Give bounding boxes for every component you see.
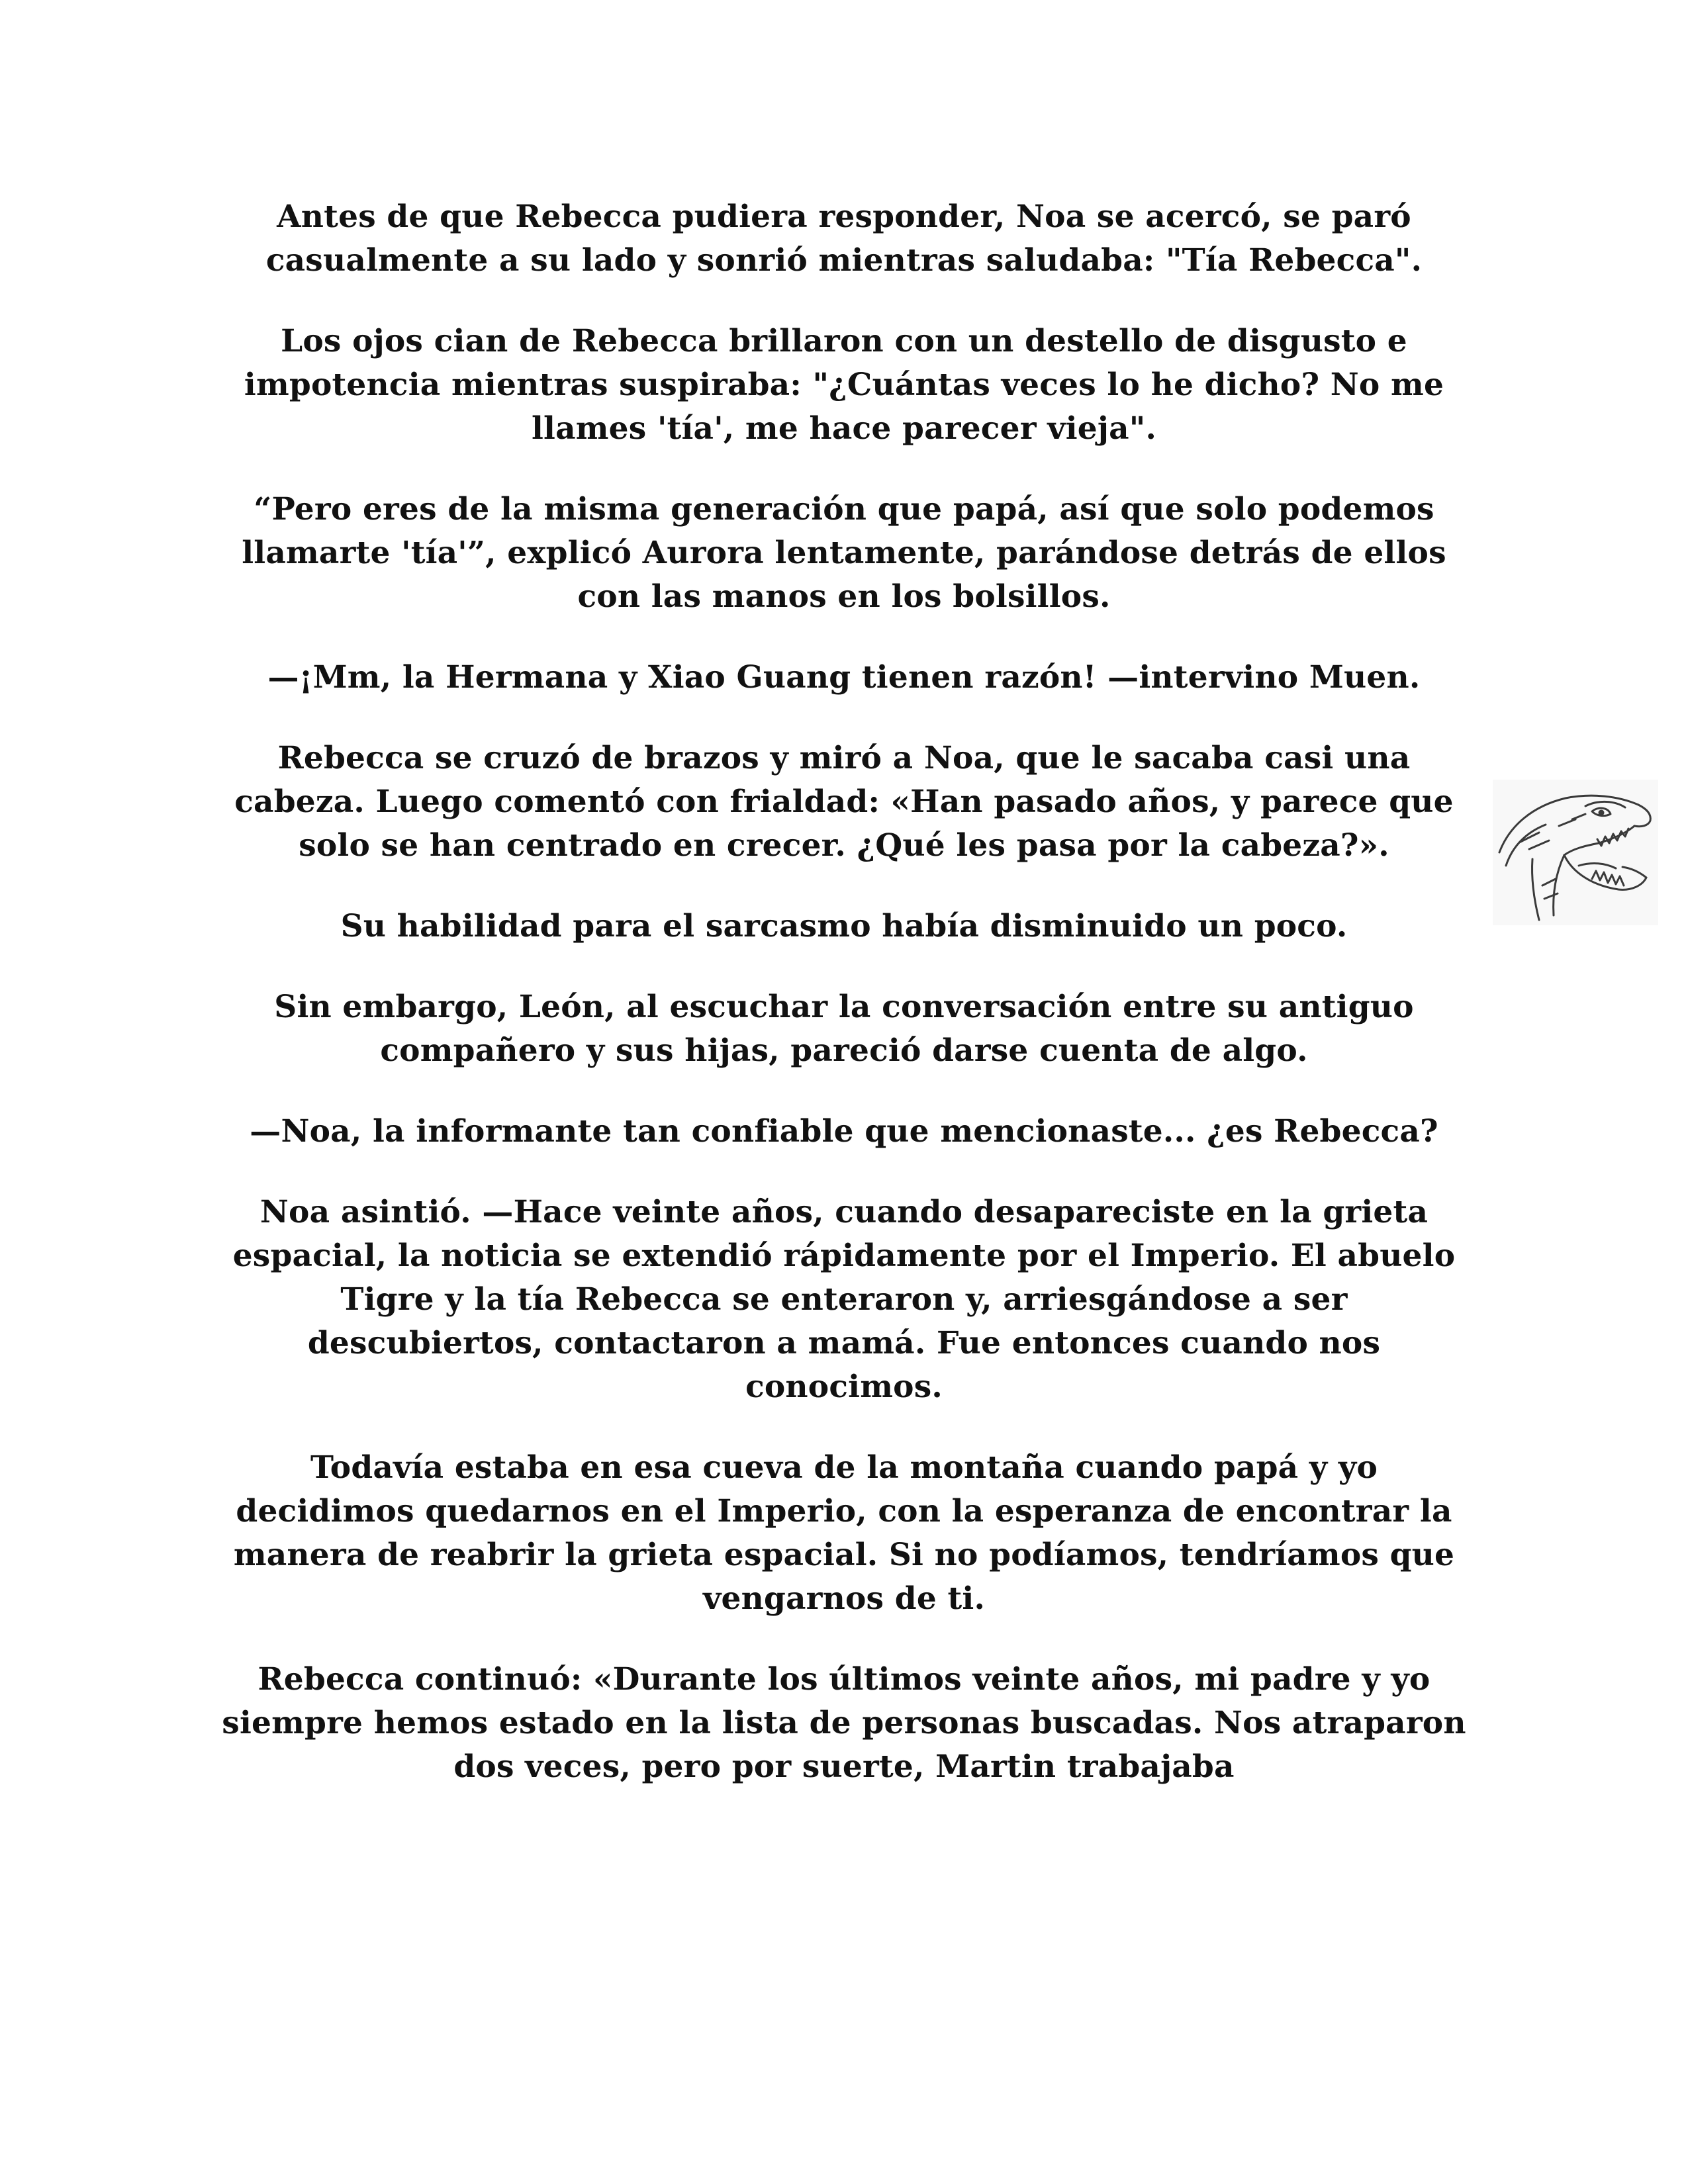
paragraph-2: Los ojos cian de Rebecca brillaron con un destello de disgusto e impotencia mientras suspiraba: "¿Cuántas veces lo he dicho? No me llames 'tía', me hace parecer vieja". [244, 323, 1444, 447]
text-body [218, 195, 1470, 1826]
paragraph-10: Todavía estaba en esa cueva de la montaña cuando papá y yo decidimos quedarnos en el Imperio, con la esperanza de encontrar la manera de reabrir la grieta espacial. Si no podíamos, tendríamos que vengarnos de ti. [233, 1449, 1455, 1617]
paragraph-5: Rebecca se cruzó de brazos y miró a Noa, que le sacaba casi una cabeza. Luego comentó con frialdad: «Han pasado años, y parece que solo se han centrado en crecer. ¿Qué les pasa por la cabeza?». [234, 740, 1454, 864]
paragraph-4: —¡Mm, la Hermana y Xiao Guang tienen razón! —intervino Muen. [267, 659, 1421, 696]
paragraph-7: Sin embargo, León, al escuchar la conversación entre su antiguo compañero y sus hijas, pareció darse cuenta de algo. [274, 989, 1414, 1069]
paragraph-8: —Noa, la informante tan confiable que mencionaste... ¿es Rebecca? [250, 1113, 1438, 1150]
paragraph-1: Antes de que Rebecca pudiera responder, Noa se acercó, se paró casualmente a su lado y sonrió mientras saludaba: "Tía Rebecca". [265, 199, 1423, 279]
paragraph-6: Su habilidad para el sarcasmo había disminuido un poco. [340, 908, 1348, 944]
paragraph-9: Noa asintió. —Hace veinte años, cuando desapareciste en la grieta espacial, la noticia se extendió rápidamente por el Imperio. El abuelo Tigre y la tía Rebecca se enteraron y, arriesgándose a ser descubiertos, contactaron a mamá. Fue entonces cuando nos conocimos. [232, 1194, 1456, 1405]
dinosaur-head-sketch-icon [1493, 780, 1658, 925]
paragraph-11: Rebecca continuó: «Durante los últimos veinte años, mi padre y yo siempre hemos estado en la lista de personas buscadas. Nos atraparon dos veces, pero por suerte, Martin trabajaba [222, 1661, 1466, 1785]
paragraph-3: “Pero eres de la misma generación que papá, así que solo podemos llamarte 'tía'”, explicó Aurora lentamente, parándose detrás de ellos con las manos en los bolsillos. [242, 491, 1446, 615]
